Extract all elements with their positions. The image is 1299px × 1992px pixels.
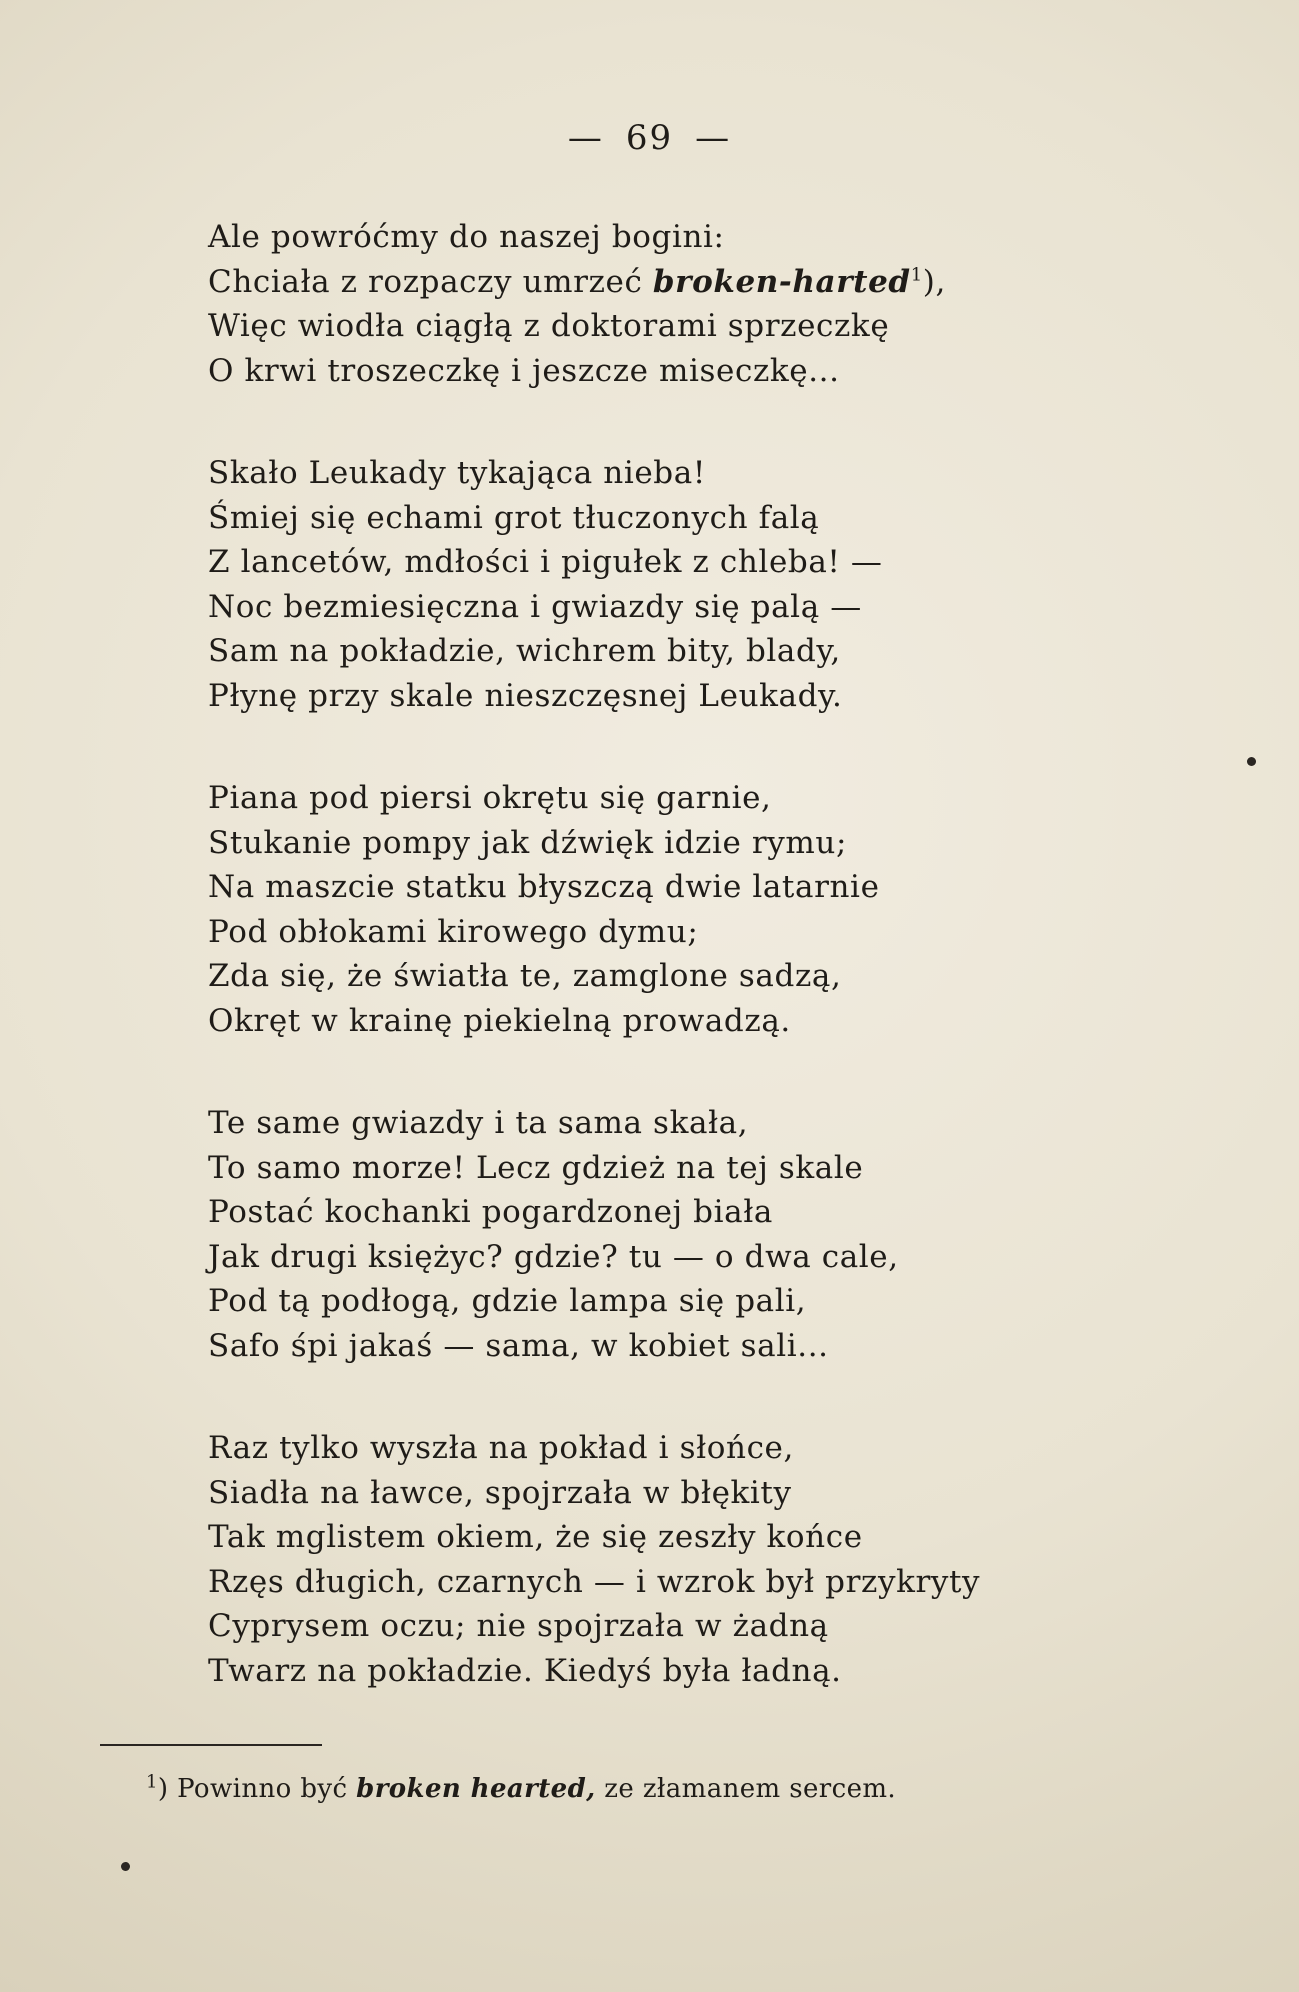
- verse-line: O krwi troszeczkę i jeszcze miseczkę...: [208, 352, 840, 389]
- stanza-4: [208, 1101, 1088, 1368]
- verse-line: Siadła na ławce, spojrzała w błękity: [208, 1474, 792, 1511]
- stanza-3: [208, 776, 1088, 1043]
- verse-line: Zda się, że światła te, zamglone sadzą,: [208, 958, 842, 994]
- verse-line: Okręt w krainę piekielną prowadzą.: [208, 1002, 791, 1039]
- footnote-italic: broken hearted,: [356, 1774, 596, 1804]
- verse-line: Więc wiodła ciągłą z doktorami sprzeczkę: [208, 308, 890, 344]
- ink-speck: [121, 1862, 130, 1871]
- verse-line: Pod tą podłogą, gdzie lampa się pali,: [208, 1283, 807, 1319]
- verse-line: Z lancetów, mdłości i pigułek z chleba! —: [208, 544, 883, 580]
- verse-line: Śmiej się echami grot tłuczonych falą: [208, 499, 820, 536]
- footnote: [146, 1771, 897, 1804]
- verse-line: Noc bezmiesięczna i gwiazdy się palą —: [208, 588, 862, 625]
- stanza-1: [208, 215, 1088, 393]
- verse-line: Tak mglistem okiem, że się zeszły końce: [208, 1519, 863, 1555]
- page-number-dash-right: —: [695, 118, 732, 158]
- verse-line: Safo śpi jakaś — sama, w kobiet sali...: [208, 1327, 829, 1364]
- verse-line: Jak drugi księżyc? gdzie? tu — o dwa cale,: [208, 1238, 899, 1275]
- verse-line: Te same gwiazdy i ta sama skała,: [208, 1105, 749, 1141]
- verse-line: To samo morze! Lecz gdzież na tej skale: [208, 1149, 864, 1186]
- verse-line: Rzęs długich, czarnych — i wzrok był przykryty: [208, 1563, 981, 1600]
- footnote-text: Powinno być: [168, 1774, 357, 1804]
- footnote-divider: [100, 1744, 322, 1746]
- verse-line: Ale powróćmy do naszej bogini:: [208, 219, 725, 255]
- italic-phrase: broken-harted: [652, 263, 911, 300]
- verse-line: Skało Leukady tykająca nieba!: [208, 455, 706, 491]
- verse-line: Twarz na pokładzie. Kiedyś była ładną.: [208, 1652, 842, 1689]
- verse-line: Raz tylko wyszła na pokład i słońce,: [208, 1430, 794, 1466]
- page-number: [0, 118, 1299, 158]
- verse-line: Płynę przy skale nieszczęsnej Leukady.: [208, 677, 843, 714]
- verse-text: Chciała z rozpaczy umrzeć: [208, 263, 653, 300]
- verse-line: Stukanie pompy jak dźwięk idzie rymu;: [208, 824, 848, 861]
- poem-body: [208, 215, 1088, 1751]
- verse-text-tail: ),: [922, 263, 946, 300]
- verse-line: Sam na pokładzie, wichrem bity, blady,: [208, 633, 841, 669]
- page-number-value: 69: [625, 118, 674, 158]
- footnote-paren: ): [157, 1774, 169, 1804]
- verse-line: Cyprysem oczu; nie spojrzała w żadną: [208, 1608, 829, 1644]
- footnote-marker: 1: [910, 264, 923, 286]
- footnote-text-tail: ze złamanem sercem.: [595, 1774, 897, 1804]
- page-number-dash-left: —: [567, 118, 604, 158]
- verse-line: Na maszcie statku błyszczą dwie latarnie: [208, 869, 880, 905]
- verse-line-with-footnote: [208, 260, 1088, 305]
- verse-line: Postać kochanki pogardzonej biała: [208, 1194, 773, 1230]
- footnote-number: 1: [146, 1771, 158, 1793]
- verse-line: Pod obłokami kirowego dymu;: [208, 913, 699, 950]
- stanza-2: [208, 451, 1088, 718]
- stanza-5: [208, 1426, 1088, 1693]
- ink-speck: [1247, 757, 1256, 766]
- verse-line: Piana pod piersi okrętu się garnie,: [208, 780, 772, 816]
